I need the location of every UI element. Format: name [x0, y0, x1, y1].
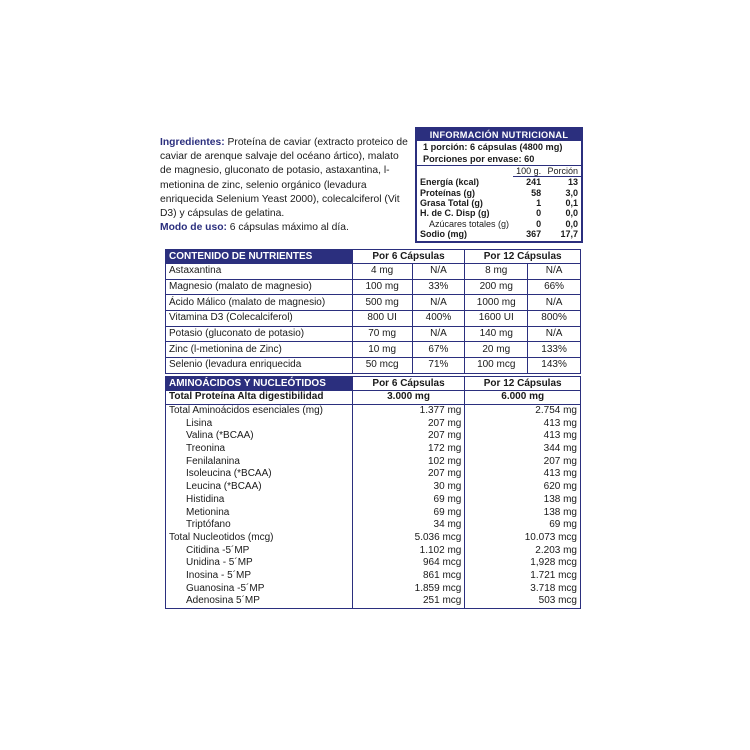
amino-name: Unidina - 5´MP	[166, 557, 353, 570]
nutrition-value-portion: 17,7	[560, 228, 578, 239]
nutrition-value-100g: 0	[536, 208, 542, 219]
nutrient-row	[166, 311, 581, 327]
amino-name: Adenosina 5´MP	[166, 595, 353, 608]
amino-amount-12: 344 mg	[465, 443, 581, 456]
amino-amount-6: 1.859 mcg	[352, 582, 465, 595]
nutrition-name: Proteínas (g)	[420, 187, 476, 198]
nutrient-amount-6: 800 UI	[352, 311, 412, 327]
nutrient-pct-6: 33%	[412, 279, 465, 295]
nutrition-name: Energía (kcal)	[420, 177, 480, 188]
amino-amount-12: 413 mg	[465, 430, 581, 443]
amino-row	[166, 582, 581, 595]
nutrient-amount-12: 8 mg	[465, 264, 528, 280]
nutrient-amount-12: 200 mg	[465, 279, 528, 295]
nutrient-amount-6: 10 mg	[352, 342, 412, 358]
nutrient-pct-6: 67%	[412, 342, 465, 358]
amino-amount-6: 69 mg	[352, 506, 465, 519]
amino-amount-12: 138 mg	[465, 506, 581, 519]
nutrient-pct-6: N/A	[412, 295, 465, 311]
amino-amount-12: 2.203 mg	[465, 544, 581, 557]
nutrient-name: Ácido Málico (malato de magnesio)	[166, 295, 353, 311]
amino-name: Leucina (*BCAA)	[166, 481, 353, 494]
amino-row	[166, 506, 581, 519]
nutrition-name: H. de C. Disp (g)	[420, 208, 490, 219]
nutrient-amount-12: 1000 mg	[465, 295, 528, 311]
amino-col-6: Por 6 Cápsulas	[352, 377, 465, 391]
amino-name: Metionina	[166, 506, 353, 519]
amino-col-12: Por 12 Cápsulas	[465, 377, 581, 391]
amino-row	[166, 417, 581, 430]
amino-amount-6: 30 mg	[352, 481, 465, 494]
amino-row	[166, 494, 581, 507]
amino-amount-12: 413 mg	[465, 468, 581, 481]
nutrient-pct-12: 143%	[528, 358, 581, 374]
amino-amount-12: 69 mg	[465, 519, 581, 532]
amino-amount-6: 1.377 mg	[352, 404, 465, 417]
nutrient-pct-12: 800%	[528, 311, 581, 327]
nutrient-pct-12: N/A	[528, 326, 581, 342]
amino-name: Citidina -5´MP	[166, 544, 353, 557]
amino-amount-12: 138 mg	[465, 494, 581, 507]
nutrients-col-12: Por 12 Cápsulas	[465, 250, 581, 264]
nutrition-facts-box	[415, 127, 583, 243]
nutrition-facts-table	[417, 166, 581, 239]
amino-amount-6: 207 mg	[352, 417, 465, 430]
amino-row	[166, 391, 581, 405]
nutrients-header: CONTENIDO DE NUTRIENTES	[166, 250, 353, 264]
amino-row	[166, 532, 581, 545]
nutrients-header-row	[166, 250, 581, 264]
amino-amount-12: 6.000 mg	[465, 391, 581, 405]
amino-row	[166, 557, 581, 570]
amino-name: Histidina	[166, 494, 353, 507]
nutrition-row	[417, 188, 581, 198]
nutrition-value-100g: 1	[536, 198, 542, 209]
amino-name: Guanosina -5´MP	[166, 582, 353, 595]
amino-amount-12: 3.718 mcg	[465, 582, 581, 595]
amino-amount-12: 413 mg	[465, 417, 581, 430]
nutrition-value-portion: 0,1	[565, 198, 578, 209]
nutrition-value-portion: 0,0	[565, 218, 578, 229]
amino-amount-12: 207 mg	[465, 455, 581, 468]
nutrient-amount-12: 140 mg	[465, 326, 528, 342]
nutrition-value-portion: 13	[567, 177, 578, 188]
nutrient-amount-12: 20 mg	[465, 342, 528, 358]
nutrition-row	[417, 198, 581, 208]
nutrition-row	[417, 229, 581, 239]
amino-name: Total Aminoácidos esenciales (mg)	[166, 404, 353, 417]
amino-amount-6: 964 mcg	[352, 557, 465, 570]
nutrient-pct-12: N/A	[528, 295, 581, 311]
amino-amount-6: 34 mg	[352, 519, 465, 532]
amino-amount-6: 251 mcg	[352, 595, 465, 608]
amino-amount-6: 3.000 mg	[352, 391, 465, 405]
nutrition-row	[417, 208, 581, 218]
nutrient-row	[166, 295, 581, 311]
amino-amount-12: 1,928 mcg	[465, 557, 581, 570]
col-portion: Porción	[544, 166, 581, 177]
nutrient-amount-12: 100 mcg	[465, 358, 528, 374]
nutrition-title: INFORMACIÓN NUTRICIONAL	[417, 129, 581, 141]
amino-amount-6: 5.036 mcg	[352, 532, 465, 545]
nutrient-pct-6: N/A	[412, 326, 465, 342]
nutrient-name: Magnesio (malato de magnesio)	[166, 279, 353, 295]
amino-name: Total Nucleotidos (mcg)	[166, 532, 353, 545]
amino-name: Fenilalanina	[166, 455, 353, 468]
amino-row	[166, 455, 581, 468]
amino-amount-6: 207 mg	[352, 468, 465, 481]
amino-row	[166, 595, 581, 608]
usage-body: 6 cápsulas máximo al día.	[226, 222, 349, 233]
amino-amount-12: 503 mcg	[465, 595, 581, 608]
amino-amount-12: 10.073 mcg	[465, 532, 581, 545]
amino-amount-12: 1.721 mcg	[465, 570, 581, 583]
usage-label: Modo de uso:	[160, 222, 227, 233]
usage-text	[160, 222, 410, 233]
amino-row	[166, 544, 581, 557]
amino-name: Triptófano	[166, 519, 353, 532]
amino-row	[166, 570, 581, 583]
nutrition-name: Grasa Total (g)	[420, 198, 483, 209]
amino-amount-12: 620 mg	[465, 481, 581, 494]
nutrient-pct-12: 66%	[528, 279, 581, 295]
amino-amount-12: 2.754 mg	[465, 404, 581, 417]
amino-amount-6: 69 mg	[352, 494, 465, 507]
nutrient-name: Astaxantina	[166, 264, 353, 280]
ingredients-label: Ingredientes:	[160, 137, 225, 148]
nutrient-row	[166, 326, 581, 342]
nutrition-value-portion: 0,0	[565, 208, 578, 219]
nutrient-row	[166, 264, 581, 280]
amino-table	[165, 376, 581, 609]
nutrient-amount-6: 4 mg	[352, 264, 412, 280]
nutrient-amount-6: 500 mg	[352, 295, 412, 311]
nutrient-name: Potasio (gluconato de potasio)	[166, 326, 353, 342]
nutrient-row	[166, 358, 581, 374]
nutrient-name: Zinc (l-metionina de Zinc)	[166, 342, 353, 358]
amino-name: Total Proteína Alta digestibilidad	[166, 391, 353, 405]
nutrient-pct-6: N/A	[412, 264, 465, 280]
nutrition-row	[417, 218, 581, 228]
amino-name: Treonina	[166, 443, 353, 456]
serving-size: 1 porción: 6 cápsulas (4800 mg)	[423, 142, 563, 152]
amino-name: Inosina - 5´MP	[166, 570, 353, 583]
amino-row	[166, 468, 581, 481]
amino-name: Valina (*BCAA)	[166, 430, 353, 443]
nutrition-value-100g: 0	[536, 218, 542, 229]
nutrient-pct-12: N/A	[528, 264, 581, 280]
nutrition-value-portion: 3,0	[565, 187, 578, 198]
amino-amount-6: 207 mg	[352, 430, 465, 443]
nutrient-name: Vitamina D3 (Colecalciferol)	[166, 311, 353, 327]
nutrition-value-100g: 241	[526, 177, 542, 188]
nutrient-pct-12: 133%	[528, 342, 581, 358]
amino-row	[166, 519, 581, 532]
amino-row	[166, 404, 581, 417]
nutrition-header-row	[417, 166, 581, 177]
nutrient-amount-6: 100 mg	[352, 279, 412, 295]
nutrient-row	[166, 342, 581, 358]
nutrient-amount-6: 70 mg	[352, 326, 412, 342]
nutrient-amount-6: 50 mcg	[352, 358, 412, 374]
nutrient-pct-6: 400%	[412, 311, 465, 327]
amino-amount-6: 861 mcg	[352, 570, 465, 583]
nutrient-amount-12: 1600 UI	[465, 311, 528, 327]
amino-row	[166, 481, 581, 494]
nutrient-row	[166, 279, 581, 295]
nutrient-name: Selenio (levadura enriquecida	[166, 358, 353, 374]
amino-row	[166, 443, 581, 456]
nutrients-col-6: Por 6 Cápsulas	[352, 250, 465, 264]
amino-amount-6: 172 mg	[352, 443, 465, 456]
amino-header-row	[166, 377, 581, 391]
nutrition-name: Sodio (mg)	[420, 228, 467, 239]
col-100g: 100 g.	[513, 166, 544, 177]
amino-row	[166, 430, 581, 443]
nutrient-pct-6: 71%	[412, 358, 465, 374]
amino-name: Isoleucina (*BCAA)	[166, 468, 353, 481]
ingredients-text	[160, 136, 408, 221]
amino-amount-6: 1.102 mg	[352, 544, 465, 557]
nutrition-value-100g: 367	[526, 228, 542, 239]
ingredients-body: Proteína de caviar (extracto proteico de caviar de arenque salvaje del océano ártico), malato de magnesio, gluconato de potasio, astaxantina, l-metionina de zinc, selenio orgánico (levadura enriquecida Selenium Yeast 2000), colecalciferol (Vit D3) y cápsulas de gelatina.	[160, 137, 408, 220]
nutrition-value-100g: 58	[531, 187, 542, 198]
nutrition-name: Azúcares totales (g)	[429, 218, 510, 229]
nutrients-table	[165, 249, 581, 374]
nutrition-row	[417, 177, 581, 188]
amino-header: AMINOÁCIDOS Y NUCLEÓTIDOS	[166, 377, 353, 391]
amino-amount-6: 102 mg	[352, 455, 465, 468]
servings-per-container: Porciones por envase: 60	[417, 153, 581, 166]
amino-name: Lisina	[166, 417, 353, 430]
